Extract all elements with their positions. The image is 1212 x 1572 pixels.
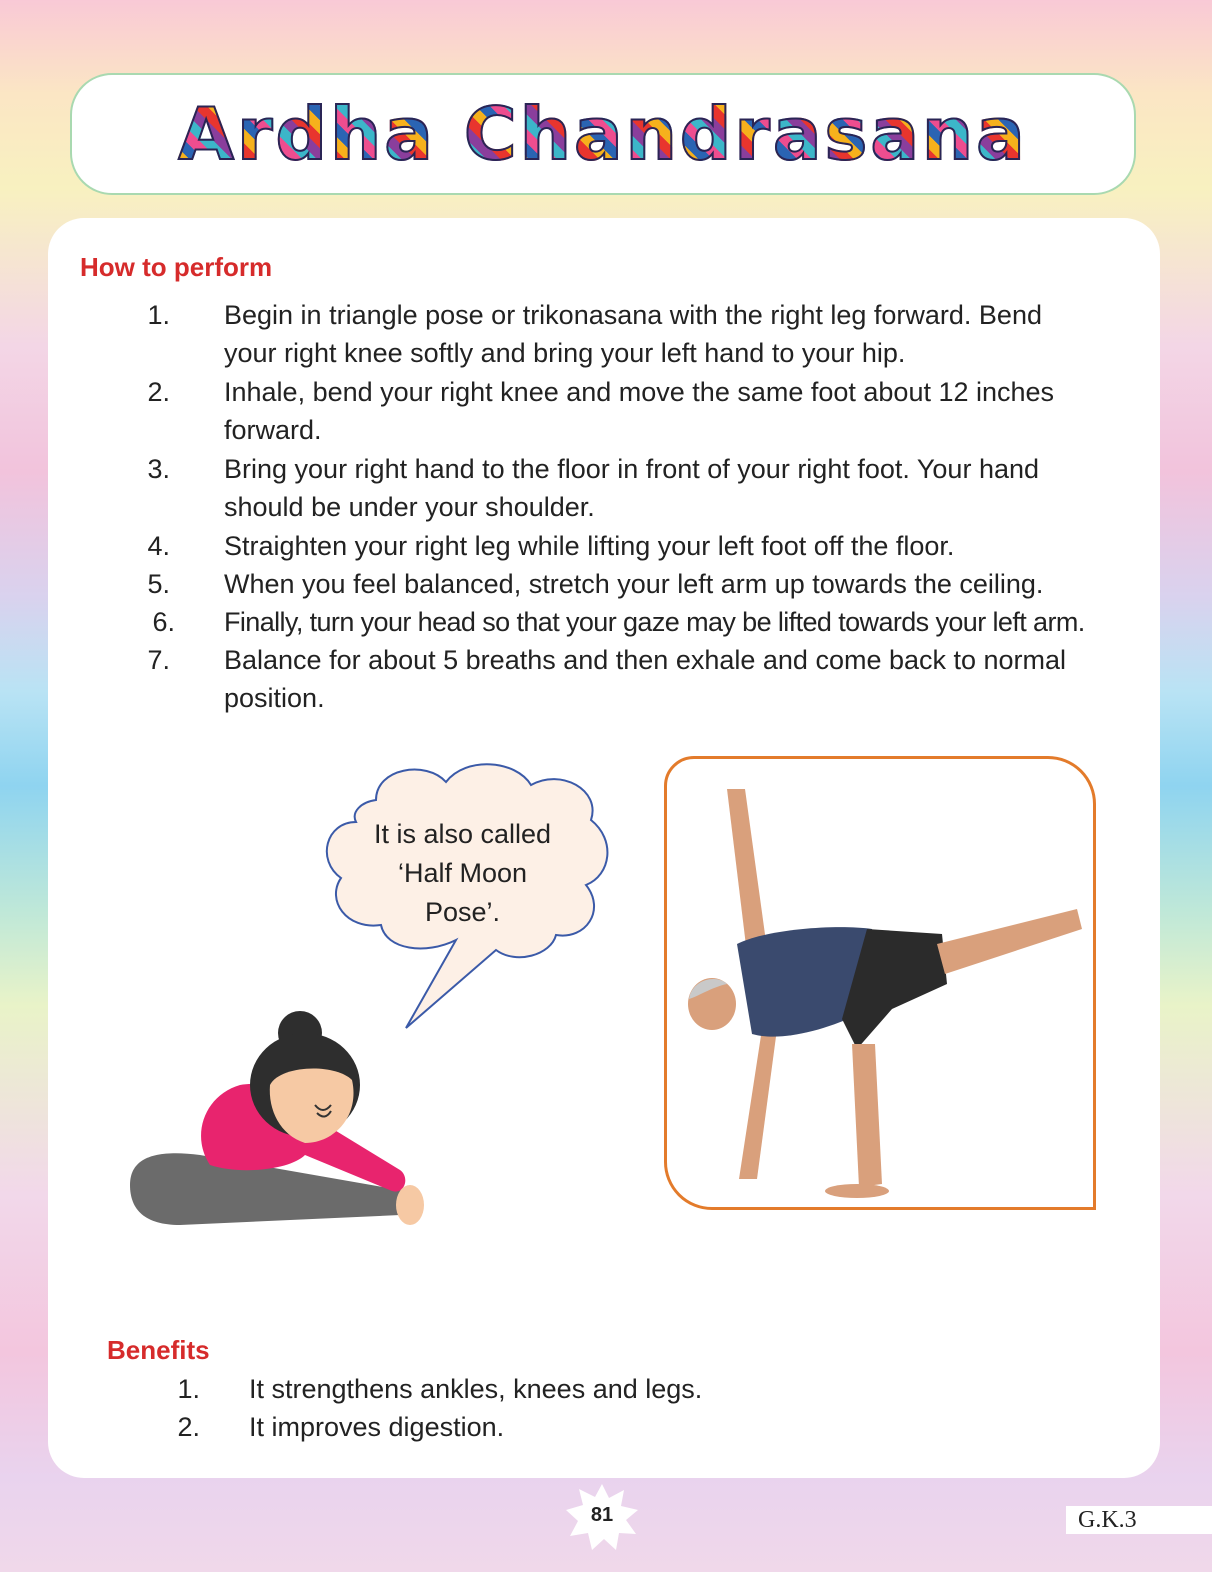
step-number: 4. (147, 531, 170, 561)
page-number: 81 (590, 1504, 614, 1526)
half-moon-pose-figure (667, 759, 1096, 1210)
bubble-text (345, 815, 580, 932)
bubble-line: ‘Half Moon (397, 858, 528, 888)
step-text: When you feel balanced, stretch your left arm up towards the ceiling. (224, 569, 1044, 599)
girl-stretching-illustration (120, 985, 430, 1245)
step-text: position. (224, 683, 325, 713)
step-number: 6. (152, 607, 175, 637)
bubble-line: It is also called (373, 819, 552, 849)
step-text: forward. (224, 415, 322, 445)
step-number: 1. (147, 300, 170, 330)
step-text: Straighten your right leg while lifting your left foot off the floor. (224, 531, 955, 561)
how-to-heading: How to perform (80, 252, 273, 282)
book-code: G.K.3 (1066, 1506, 1212, 1534)
step-text: Inhale, bend your right knee and move the same foot about 12 inches (224, 377, 1055, 407)
benefit-number: 1. (177, 1374, 200, 1404)
step-text: Bring your right hand to the floor in front of your right foot. Your hand (224, 454, 1040, 484)
step-text: Finally, turn your head so that your gaze may be lifted towards your left arm. (224, 607, 1085, 637)
bubble-line: Pose’. (424, 897, 501, 927)
step-text: Begin in triangle pose or trikonasana with the right leg forward. Bend (224, 300, 1042, 330)
benefit-number: 2. (177, 1412, 200, 1442)
step-number: 7. (147, 645, 170, 675)
step-text: should be under your shoulder. (224, 492, 595, 522)
benefit-text: It improves digestion. (249, 1412, 505, 1442)
benefits-heading: Benefits (107, 1335, 210, 1365)
page-title: Ardha Chandrasana (178, 92, 1028, 176)
title-banner (70, 73, 1136, 195)
step-text: your right knee softly and bring your left hand to your hip. (224, 338, 906, 368)
pose-photo-frame (664, 756, 1096, 1210)
step-number: 3. (147, 454, 170, 484)
step-text: Balance for about 5 breaths and then exhale and come back to normal (224, 645, 1067, 675)
step-number: 5. (147, 569, 170, 599)
page-number-badge (566, 1484, 638, 1550)
step-number: 2. (147, 377, 170, 407)
benefit-text: It strengthens ankles, knees and legs. (249, 1374, 703, 1404)
